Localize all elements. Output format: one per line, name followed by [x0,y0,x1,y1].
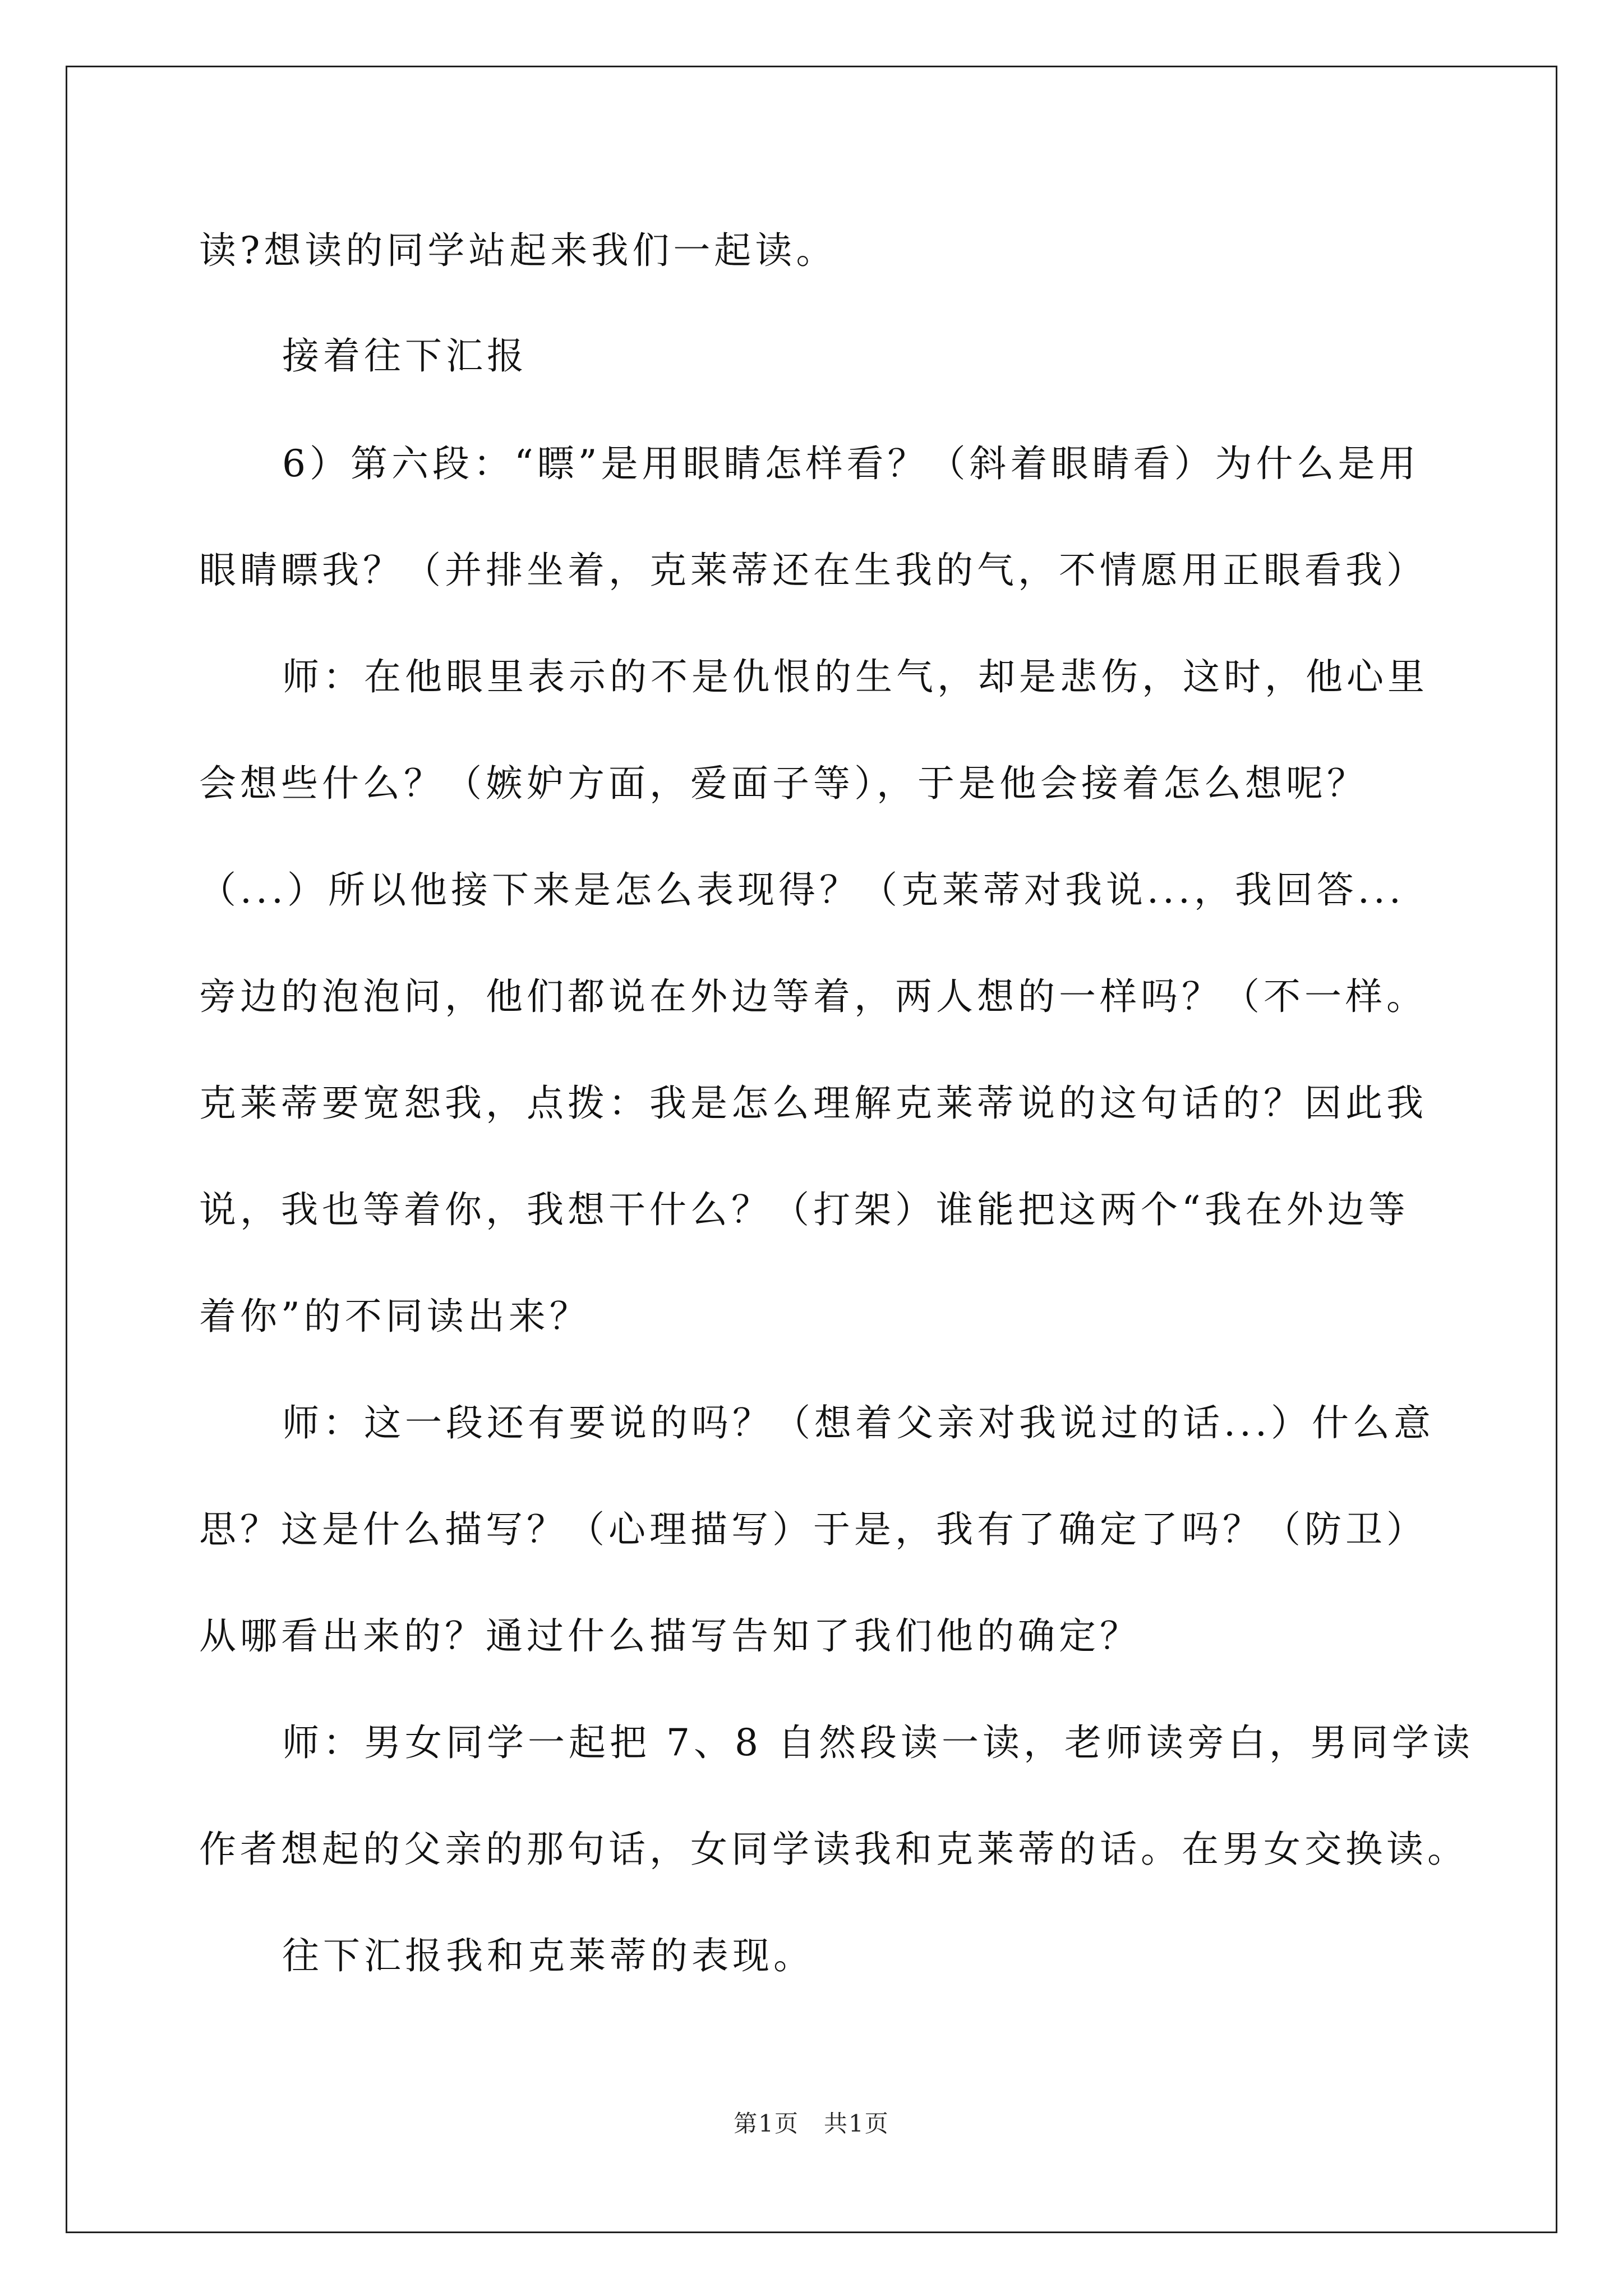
text-line: 师：在他眼里表示的不是仇恨的生气，却是悲伤，这时，他心里 [282,655,1428,698]
page-footer: 第1页 共1页 [734,2110,889,2137]
text-line: 作者想起的父亲的那句话，女同学读我和克莱蒂的话。在男女交换读。 [199,1828,1468,1871]
text-line: 克莱蒂要宽恕我，点拨：我是怎么理解克莱蒂说的这句话的？因此我 [199,1082,1427,1125]
text-line: 师：这一段还有要说的吗？（想着父亲对我说过的话...）什么意 [282,1401,1435,1444]
text-line: 读?想读的同学站起来我们一起读。 [199,229,837,272]
text-line: 旁边的泡泡问，他们都说在外边等着，两人想的一样吗？（不一样。 [199,975,1427,1018]
text-line: 思？这是什么描写？（心理描写）于是，我有了确定了吗？（防卫） [199,1508,1427,1551]
text-line: 眼睛瞟我？（并排坐着，克莱蒂还在生我的气，不情愿用正眼看我） [199,549,1427,592]
page-border [66,66,1557,2233]
text-line: 往下汇报我和克莱蒂的表现。 [282,1934,814,1977]
text-line: 从哪看出来的？通过什么描写告知了我们他的确定？ [199,1614,1141,1658]
text-line: （...）所以他接下来是怎么表现得？（克莱蒂对我说...，我回答... [199,868,1405,912]
text-line: 师：男女同学一起把 7、8 自然段读一读，老师读旁白，男同学读 [282,1721,1474,1764]
text-line: 接着往下汇报 [282,334,528,378]
text-line: 6）第六段：“瞟”是用眼睛怎样看？（斜着眼睛看）为什么是用 [282,442,1420,485]
text-line: 着你”的不同读出来？ [199,1295,591,1338]
text-line: 说，我也等着你，我想干什么？（打架）谁能把这两个“我在外边等 [199,1188,1409,1231]
text-line: 会想些什么？（嫉妒方面，爱面子等），于是他会接着怎么想呢？ [199,762,1368,805]
